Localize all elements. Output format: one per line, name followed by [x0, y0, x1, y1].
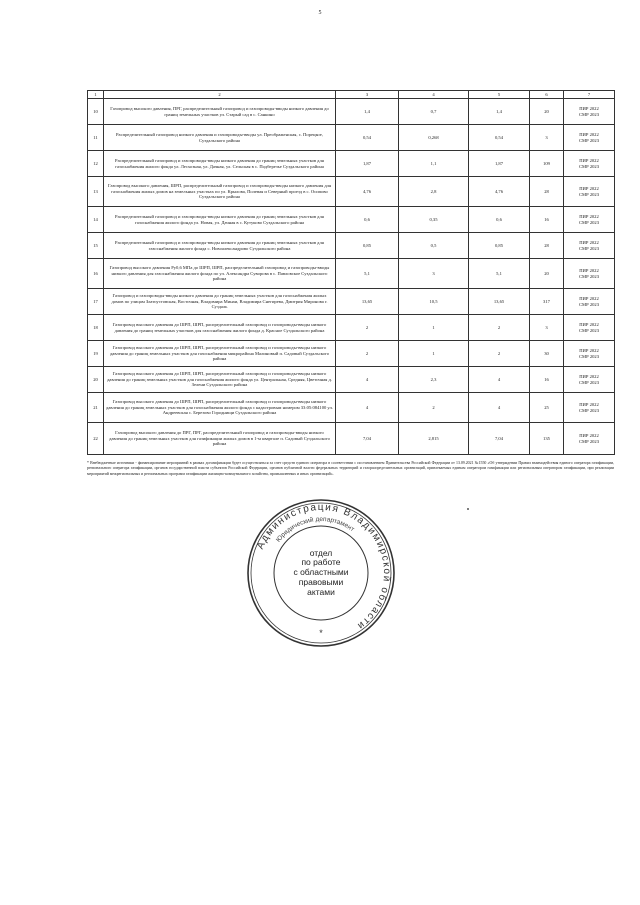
row-value-col3: 0,85	[336, 233, 399, 259]
row-value-col5: 0,6	[469, 207, 530, 233]
stage-construction: СМР 2023	[578, 219, 600, 225]
stage-construction: СМР 2023	[578, 438, 600, 444]
stage-construction: СМР 2023	[578, 301, 600, 307]
row-value-col6: 20	[530, 99, 564, 125]
stamp-line: правовыми	[298, 576, 344, 587]
row-description: Газопровод высокого давления Ру0,6 МПа до ШРП, ШРП, распределительный газопровод и газопроводы-вводы низкого давления для газоснабжения жилого фонда по ул. Александра Суворова в с. Павловское Суздальского района	[104, 259, 336, 289]
row-value-col3: 4	[336, 367, 399, 393]
official-stamp	[245, 497, 397, 649]
stage-construction: СМР 2023	[578, 407, 600, 413]
row-description: Газопровод высокого давления до ШРП, ШРП, распределительный газопровод и газопроводы-вводы низкого давления до границ земельных участков для газоснабжения жилого фонда с кадастровым номером 33:05:084100 ул. Андреевская с. Березово Городнищи Суздальского района	[104, 393, 336, 423]
stage-construction: СМР 2023	[578, 273, 600, 279]
row-value-col6: 28	[530, 177, 564, 207]
row-value-col4: 0,5	[399, 233, 469, 259]
row-stage	[564, 125, 615, 151]
row-value-col5: 4	[469, 367, 530, 393]
row-number: 22	[88, 423, 104, 455]
row-stage	[564, 151, 615, 177]
row-value-col6: 16	[530, 207, 564, 233]
svg-text:*: *	[319, 628, 323, 638]
stage-design: ПИР 2022	[579, 347, 599, 353]
table-row	[88, 341, 615, 367]
row-stage	[564, 259, 615, 289]
row-value-col4: 1	[399, 341, 469, 367]
row-value-col4: 3	[399, 259, 469, 289]
row-value-col6: 3	[530, 125, 564, 151]
row-value-col6: 317	[530, 289, 564, 315]
row-stage	[564, 233, 615, 259]
row-number: 15	[88, 233, 104, 259]
stamp-line: по работе	[301, 557, 341, 568]
row-number: 20	[88, 367, 104, 393]
row-description: Распределительный газопровод и газопроводы-вводы низкого давления до границ земельных участков для газоснабжения жилого фонда ул. Новая, ул. Дачная в с. Кутуково Суздальского района	[104, 207, 336, 233]
row-description: Газопровод и газопроводы-вводы низкого давления до границ земельных участков для газоснабжения жилых домов по улицам Златоустовская, Восточная, Владимира Минаи, Владимира Снегирева, Дмитрия Миронова г. Суздаль	[104, 289, 336, 315]
row-description: Газопровод высокого давления до ШРП, ШРП, распределительный газопровод и газопроводы-вводы низкого давления до границ земельных участков для газоснабжения жилого фонда д. Красное Суздальского района	[104, 315, 336, 341]
row-value-col3: 1,87	[336, 151, 399, 177]
row-number: 19	[88, 341, 104, 367]
stamp-line: с областными	[293, 567, 349, 578]
projects-table	[87, 90, 615, 455]
table-row	[88, 315, 615, 341]
row-value-col5: 1,87	[469, 151, 530, 177]
table-row	[88, 393, 615, 423]
stamp-center-text	[245, 497, 397, 649]
table-row	[88, 367, 615, 393]
stamp-line: актами	[307, 586, 335, 597]
stage-construction: СМР 2023	[578, 111, 600, 117]
row-stage	[564, 177, 615, 207]
row-value-col5: 2	[469, 341, 530, 367]
row-value-col3: 1,4	[336, 99, 399, 125]
row-number: 13	[88, 177, 104, 207]
stage-design: ПИР 2022	[579, 373, 599, 379]
row-value-col6: 28	[530, 233, 564, 259]
stamp-inner-ring-text: Юридический департамент	[274, 515, 356, 544]
row-description: Распределительный газопровод и газопроводы-вводы низкого давления до границ земельных участков для газоснабжения жилого фонда с. Новоалександрово Суздальского района	[104, 233, 336, 259]
row-stage	[564, 423, 615, 455]
stage-design: ПИР 2022	[579, 401, 599, 407]
stage-construction: СМР 2023	[578, 163, 600, 169]
column-header: 4	[399, 91, 469, 99]
row-value-col5: 4,76	[469, 177, 530, 207]
row-value-col4: 2,8	[399, 177, 469, 207]
stage-construction: СМР 2023	[578, 191, 600, 197]
row-number: 11	[88, 125, 104, 151]
row-description: Газопровод высокого давления до ШРП, ШРП, распределительный газопровод и газопроводы-вводы низкого давления до границ земельных участков для газоснабжения жилого фонда ул. Центральная, Средняя, Цветочная д. Зелени Суздальского района	[104, 367, 336, 393]
row-value-col5: 0,54	[469, 125, 530, 151]
column-header: 1	[88, 91, 104, 99]
row-description: Распределительный газопровод низкого давления и газопроводы-вводы ул. Преображенская, с. Порецкое, Суздальского района	[104, 125, 336, 151]
stage-construction: СМР 2023	[578, 353, 600, 359]
stage-design: ПИР 2022	[579, 213, 599, 219]
table-row	[88, 423, 615, 455]
row-value-col6: 25	[530, 393, 564, 423]
stage-design: ПИР 2022	[579, 105, 599, 111]
row-value-col4: 0,35	[399, 207, 469, 233]
row-value-col5: 0,85	[469, 233, 530, 259]
table-header-row	[88, 91, 615, 99]
row-value-col5: 13,65	[469, 289, 530, 315]
row-value-col6: 135	[530, 423, 564, 455]
row-description: Газопровод высокого давления до ПРГ, ПРГ, распределительный газопровод и газопроводы-вводы низкого давления до границ земельных участков для газификации жилых домов в 1-м квартале п. Садовый Суздальского района	[104, 423, 336, 455]
stage-construction: СМР 2023	[578, 137, 600, 143]
row-value-col3: 5,1	[336, 259, 399, 289]
table-row	[88, 233, 615, 259]
row-number: 21	[88, 393, 104, 423]
row-value-col3: 7,04	[336, 423, 399, 455]
stage-construction: СМР 2023	[578, 379, 600, 385]
stage-design: ПИР 2022	[579, 131, 599, 137]
row-value-col5: 2	[469, 315, 530, 341]
row-number: 10	[88, 99, 104, 125]
row-stage	[564, 341, 615, 367]
row-description: Газопровод высокого давления до ШРП, ШРП, распределительный газопровод и газопроводы-вводы низкого давления до границ земельных участков для газоснабжения микрорайона Малиновый п. Садовый Суздальского района	[104, 341, 336, 367]
row-value-col5: 7,04	[469, 423, 530, 455]
row-stage	[564, 289, 615, 315]
table-row	[88, 125, 615, 151]
stage-design: ПИР 2022	[579, 239, 599, 245]
row-value-col3: 2	[336, 341, 399, 367]
page-number: 5	[318, 10, 322, 16]
row-value-col5: 1,4	[469, 99, 530, 125]
row-value-col4: 1,1	[399, 151, 469, 177]
stage-design: ПИР 2022	[579, 157, 599, 163]
stage-design: ПИР 2022	[579, 185, 599, 191]
stage-construction: СМР 2023	[578, 245, 600, 251]
row-stage	[564, 315, 615, 341]
column-header: 5	[469, 91, 530, 99]
column-header: 2	[104, 91, 336, 99]
row-stage	[564, 367, 615, 393]
row-value-col6: 30	[530, 341, 564, 367]
table-row	[88, 259, 615, 289]
row-value-col4: 2,3	[399, 367, 469, 393]
ink-dot	[467, 508, 469, 510]
row-value-col3: 2	[336, 315, 399, 341]
row-value-col6: 109	[530, 151, 564, 177]
row-description: Газопровод высокого давления, ПРГ, распределительный газопровод и газопроводы-вводы низкого давления до границ земельных участков ул. Старый сад в с. Санкино	[104, 99, 336, 125]
stamp-line: отдел	[309, 547, 333, 558]
row-value-col6: 16	[530, 367, 564, 393]
row-stage	[564, 99, 615, 125]
stage-design: ПИР 2022	[579, 432, 599, 438]
row-value-col3: 4	[336, 393, 399, 423]
table-row	[88, 207, 615, 233]
row-value-col3: 13,65	[336, 289, 399, 315]
footnote: * Внебюджетные источники - финансирование мероприятий в рамках догазификации будет осуществляться за счет средств единого оператора в соответствии с постановлением Правительства Российской Федерации от 13.09.2021 №1550 «Об утверждении Правил взаимодействия единого оператора газификации, регионального оператора газификации, органов государственной власти субъектов Российской Федерации, органов публичной власти федеральных территорий и газораспределительных организаций, привлекаемых единым оператором газификации или региональным оператором газификации, при реализации мероприятий межрегиональных и региональных программ газификации жилищно-коммунального хозяйства, промышленных и иных организаций».	[87, 461, 614, 476]
stage-construction: СМР 2023	[578, 327, 600, 333]
row-value-col3: 0,6	[336, 207, 399, 233]
row-value-col6: 3	[530, 315, 564, 341]
stage-design: ПИР 2022	[579, 321, 599, 327]
column-header: 6	[530, 91, 564, 99]
table-row	[88, 99, 615, 125]
row-number: 18	[88, 315, 104, 341]
table-row	[88, 177, 615, 207]
row-value-col3: 0,54	[336, 125, 399, 151]
row-number: 14	[88, 207, 104, 233]
table-row	[88, 151, 615, 177]
row-value-col5: 5,1	[469, 259, 530, 289]
column-header: 3	[336, 91, 399, 99]
stamp-outer-ring-text: Администрация Владимирской области	[255, 501, 393, 632]
row-value-col4: 10,5	[399, 289, 469, 315]
row-stage	[564, 393, 615, 423]
row-value-col4: 2,815	[399, 423, 469, 455]
row-value-col4: 2	[399, 393, 469, 423]
stage-design: ПИР 2022	[579, 295, 599, 301]
table-row	[88, 289, 615, 315]
row-stage	[564, 207, 615, 233]
row-number: 16	[88, 259, 104, 289]
row-value-col6: 20	[530, 259, 564, 289]
row-description: Распределительный газопровод и газопроводы-вводы низкого давления до границ земельных участков для газоснабжения жилого фонда ул. Лесхозная, ул. Дачная, ул. Сельская в с. Подберезье Суздальского района	[104, 151, 336, 177]
stage-design: ПИР 2022	[579, 267, 599, 273]
row-value-col5: 4	[469, 393, 530, 423]
column-header: 7	[564, 91, 615, 99]
row-value-col4: 1	[399, 315, 469, 341]
row-number: 12	[88, 151, 104, 177]
row-value-col3: 4,76	[336, 177, 399, 207]
row-value-col4: 0,268	[399, 125, 469, 151]
row-description: Газопровод высокого давления, ШРП, распределительный газопровод и газопроводы-вводы низкого давления для газоснабжения жилых домов на земельных участках по ул. Крылова, Полевая и Северный проезд в с. Осипово Суздальского района	[104, 177, 336, 207]
row-number: 17	[88, 289, 104, 315]
row-value-col4: 0,7	[399, 99, 469, 125]
